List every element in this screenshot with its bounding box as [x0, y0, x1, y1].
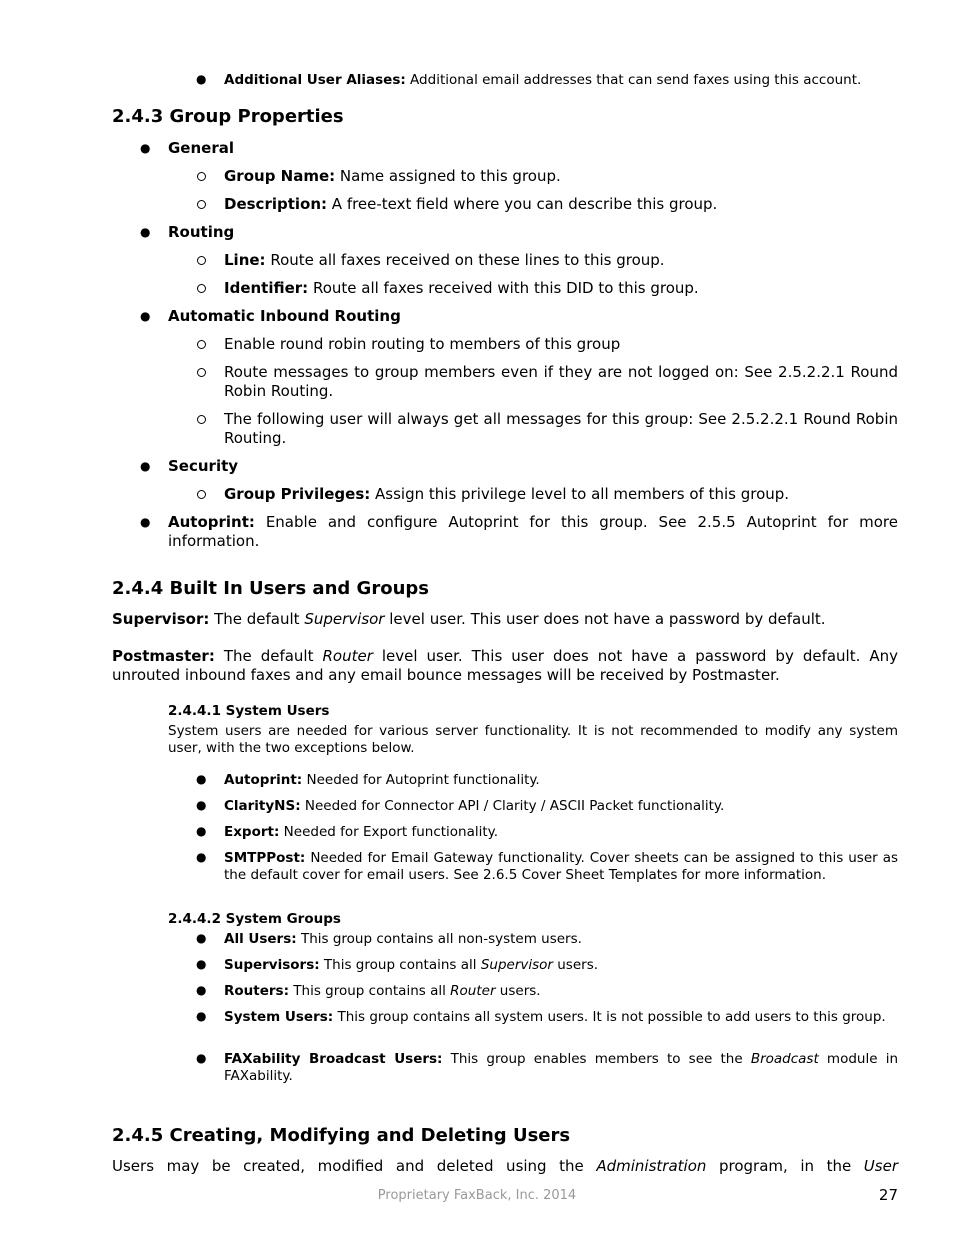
- list-item: Group Name: Name assigned to this group.: [224, 167, 561, 185]
- list-item-general: General: [168, 139, 234, 157]
- bullet-dot: ●: [196, 72, 207, 86]
- bullet-circle: [197, 284, 206, 293]
- bullet-dot: ●: [140, 309, 151, 323]
- bullet-circle: [197, 200, 206, 209]
- bullet-dot: ●: [140, 141, 151, 155]
- list-item: The following user will always get all messages for this group: See 2.5.2.2.1 Round Robin Routing.: [224, 410, 898, 447]
- bullet-dot: ●: [140, 225, 151, 239]
- bullet-circle: [197, 256, 206, 265]
- list-item-autoprint: Autoprint: Enable and configure Autoprint for this group. See 2.5.5 Autoprint for more information.: [168, 513, 898, 550]
- section-heading-2-4-5: 2.4.5 Creating, Modifying and Deleting Users: [112, 1125, 571, 1146]
- bullet-dot: ●: [196, 798, 207, 812]
- bullet-dot: ●: [196, 1051, 207, 1065]
- page-footer: Proprietary FaxBack, Inc. 2014: [377, 1188, 577, 1203]
- bullet-dot: ●: [196, 1009, 207, 1023]
- list-item: Group Privileges: Assign this privilege level to all members of this group.: [224, 485, 790, 503]
- section-heading-2-4-3: 2.4.3 Group Properties: [112, 106, 344, 127]
- document-page: [112, 0, 898, 1235]
- bullet-dot: ●: [196, 983, 207, 997]
- list-item: FAXability Broadcast Users: This group enables members to see the Broadcast module in FAXability.: [224, 1051, 899, 1084]
- list-item-automatic-inbound-routing: Automatic Inbound Routing: [168, 307, 401, 325]
- list-item: Routers: This group contains all Router users.: [224, 983, 541, 999]
- list-item: Line: Route all faxes received on these lines to this group.: [224, 251, 665, 269]
- bullet-circle: [197, 490, 206, 499]
- bullet-dot: ●: [196, 957, 207, 971]
- list-item: All Users: This group contains all non-system users.: [224, 931, 582, 947]
- bullet-circle: [197, 415, 206, 424]
- bullet-dot: ●: [140, 515, 151, 529]
- list-item: System Users: This group contains all system users. It is not possible to add users to this group.: [224, 1009, 886, 1025]
- list-item: Export: Needed for Export functionality.: [224, 824, 499, 840]
- list-item: Autoprint: Needed for Autoprint functionality.: [224, 772, 540, 788]
- paragraph-system-users: System users are needed for various server functionality. It is not recommended to modify any system user, with the two exceptions below.: [168, 723, 898, 756]
- list-item-security: Security: [168, 457, 239, 475]
- list-item: Identifier: Route all faxes received with this DID to this group.: [224, 279, 699, 297]
- list-item: Additional User Aliases: Additional email addresses that can send faxes using this account.: [224, 72, 862, 88]
- bullet-circle: [197, 172, 206, 181]
- paragraph-supervisor: Supervisor: The default Supervisor level user. This user does not have a password by default.: [112, 610, 826, 628]
- list-item: SMTPPost: Needed for Email Gateway functionality. Cover sheets can be assigned to this user as the default cover for email users. See 2.6.5 Cover Sheet Templates for more information.: [224, 850, 898, 883]
- list-item: Route messages to group members even if they are not logged on: See 2.5.2.2.1 Round Robin Routing.: [224, 363, 898, 400]
- section-heading-2-4-4: 2.4.4 Built In Users and Groups: [112, 578, 429, 599]
- bullet-circle: [197, 340, 206, 349]
- paragraph-postmaster: Postmaster: The default Router level user. This user does not have a password by default. Any unrouted inbound faxes and any email bounce messages will be received by Postmaster.: [112, 647, 898, 684]
- bullet-circle: [197, 368, 206, 377]
- subheading-system-groups: 2.4.4.2 System Groups: [168, 911, 341, 927]
- bullet-dot: ●: [196, 772, 207, 786]
- list-item: Enable round robin routing to members of this group: [224, 335, 621, 353]
- list-item-routing: Routing: [168, 223, 235, 241]
- list-item: Description: A free-text field where you can describe this group.: [224, 195, 718, 213]
- paragraph-creating-users: Users may be created, modified and deleted using the Administration program, in the User: [112, 1157, 898, 1175]
- bullet-dot: ●: [196, 850, 207, 864]
- bullet-dot: ●: [140, 459, 151, 473]
- bullet-dot: ●: [196, 931, 207, 945]
- list-item: Supervisors: This group contains all Supervisor users.: [224, 957, 599, 973]
- bullet-dot: ●: [196, 824, 207, 838]
- subheading-system-users: 2.4.4.1 System Users: [168, 703, 330, 719]
- page-number: 27: [878, 1186, 898, 1204]
- list-item: ClarityNS: Needed for Connector API / Clarity / ASCII Packet functionality.: [224, 798, 725, 814]
